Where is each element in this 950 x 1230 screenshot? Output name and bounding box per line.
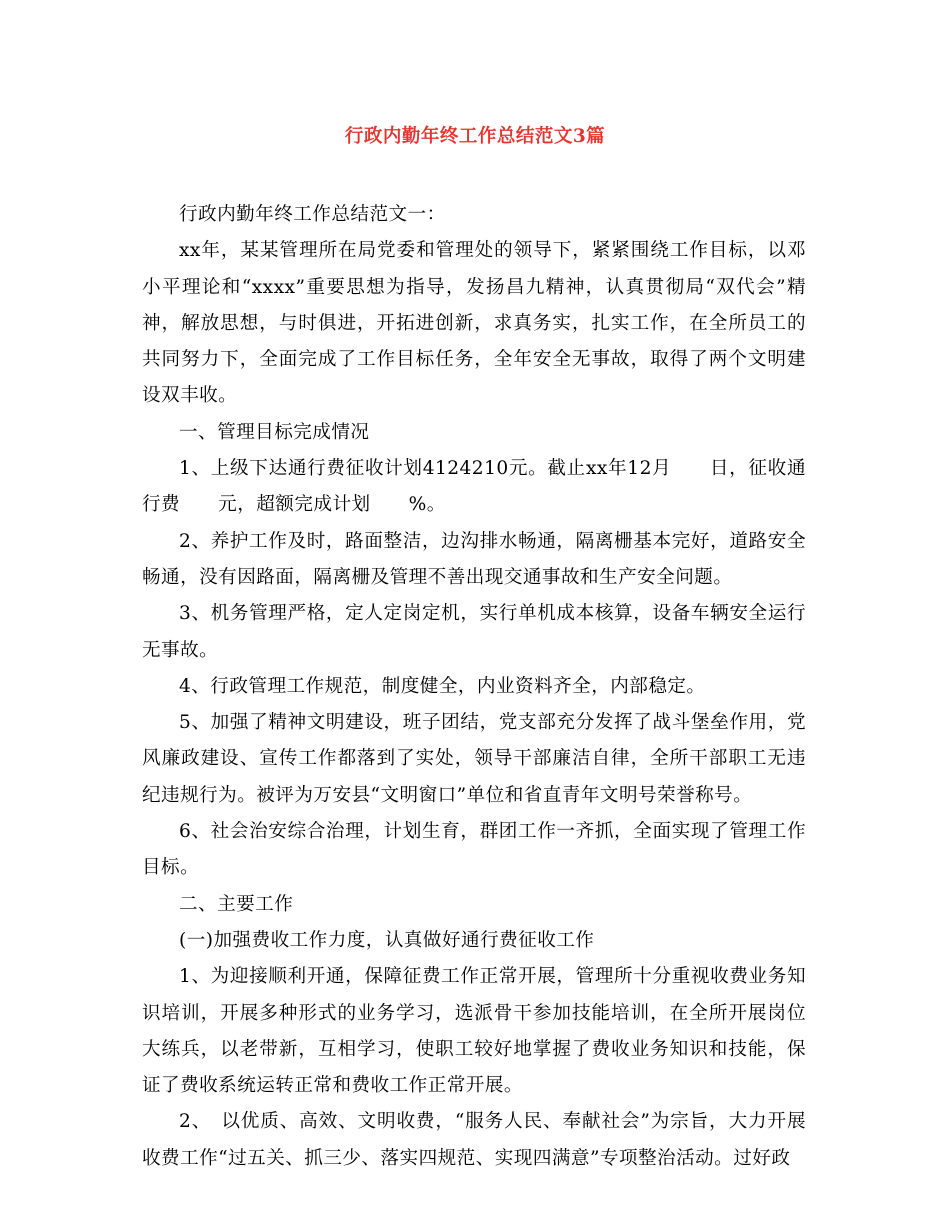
document-title: 行政内勤年终工作总结范文3篇 bbox=[344, 126, 606, 147]
document-body bbox=[142, 197, 806, 1177]
paragraph-item-6: 6、社会治安综合治理，计划生育，群团工作一齐抓，全面实现了管理工作目标。 bbox=[142, 821, 806, 879]
section-heading-main-work: 二、主要工作 bbox=[179, 893, 294, 915]
paragraph-item-3: 3、机务管理严格，定人定岗定机，实行单机成本核算，设备车辆安全运行无事故。 bbox=[142, 603, 806, 661]
paragraph-intro-heading: 行政内勤年终工作总结范文一： bbox=[179, 204, 446, 225]
section-heading-goals: 一、管理目标完成情况 bbox=[179, 421, 370, 443]
paragraph-item-2: 2、养护工作及时，路面整洁，边沟排水畅通，隔离栅基本完好，道路安全畅通，没有因路面，隔离栅及管理不善出现交通事故和生产安全问题。 bbox=[142, 530, 806, 588]
paragraph-item-1: 1、上级下达通行费征收计划4124210元。截止xx年12月 日，征收通行费 元，超额完成计划 %。 bbox=[142, 458, 806, 516]
paragraph-work-2: 2、 以优质、高效、文明收费，“服务人民、奉献社会”为宗旨，大力开展收费工作“过五关、抓三少、落实四规范、实现四满意”专项整治活动。过好政 bbox=[142, 1111, 806, 1169]
paragraph-item-4: 4、行政管理工作规范，制度健全，内业资料齐全，内部稳定。 bbox=[179, 675, 706, 697]
subsection-heading-fee-collection: (一)加强费收工作力度，认真做好通行费征收工作 bbox=[179, 929, 595, 951]
paragraph-item-5: 5、加强了精神文明建设，班子团结，党支部充分发挥了战斗堡垒作用，党风廉政建设、宣传工作都落到了实处，领导干部廉洁自律，全所干部职工无违纪违规行为。被评为万安县“文明窗口”单位和省直青年文明号荣誉称号。 bbox=[142, 712, 806, 806]
paragraph-work-1: 1、为迎接顺利开通，保障征费工作正常开展，管理所十分重视收费业务知识培训，开展多种形式的业务学习，选派骨干参加技能培训，在全所开展岗位大练兵，以老带新，互相学习，使职工较好地掌握了费收业务知识和技能，保证了费收系统运转正常和费收工作正常开展。 bbox=[142, 966, 806, 1097]
paragraph-overview: xx年，某某管理所在局党委和管理处的领导下，紧紧围绕工作目标，以邓小平理论和“xxxx”重要思想为指导，发扬昌九精神，认真贯彻局“双代会”精神，解放思想，与时俱进，开拓进创新，求真务实，扎实工作，在全所员工的共同努力下，全面完成了工作目标任务，全年安全无事故，取得了两个文明建设双丰收。 bbox=[142, 240, 806, 407]
